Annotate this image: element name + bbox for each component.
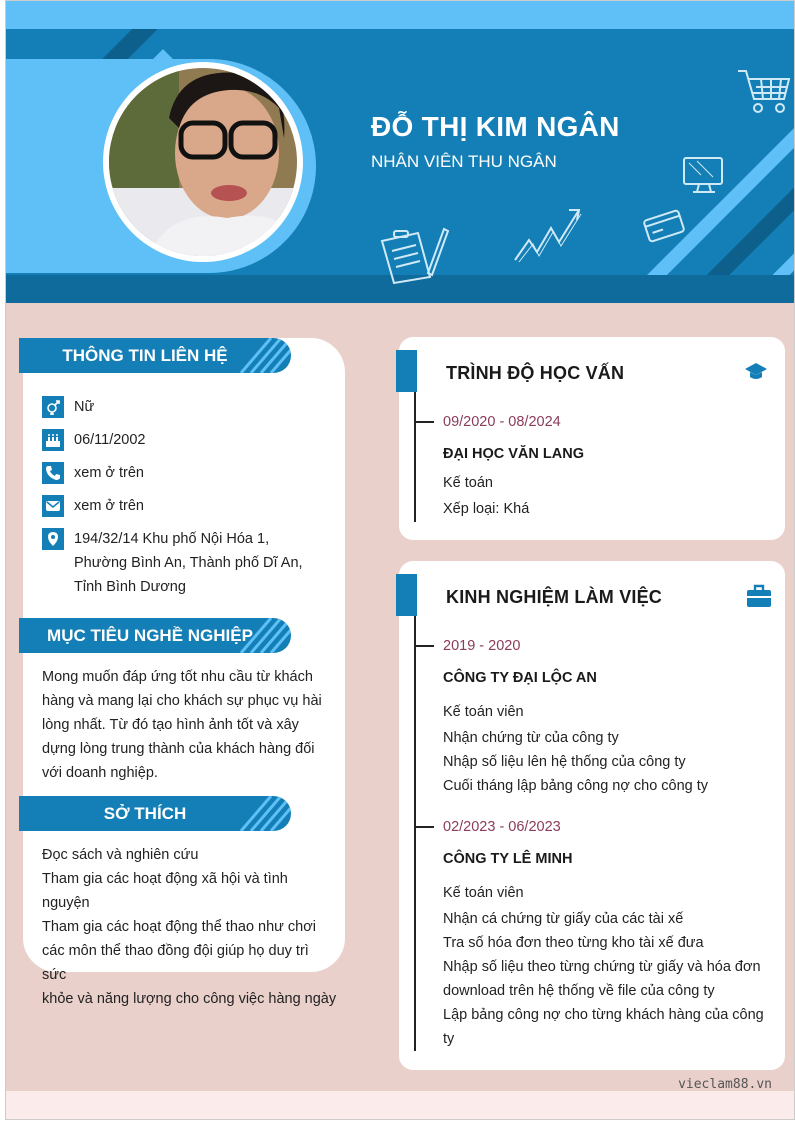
timeline-tick (414, 645, 434, 647)
objective-heading-banner (19, 618, 291, 653)
education-detail-line: Kế toán (443, 475, 493, 491)
hobby-item: Tham gia các hoạt động xã hội và tình nguyện (42, 871, 288, 911)
decor-stripe (605, 105, 795, 303)
contact-item-gender (42, 396, 94, 419)
watermark: vieclam88.vn (678, 1077, 772, 1092)
contact-birthday-text: 06/11/2002 (74, 432, 146, 448)
candidate-title: NHÂN VIÊN THU NGÂN (371, 152, 557, 171)
job-duty-line: Nhập số liệu lên hệ thống của công ty (443, 754, 686, 770)
education-tab (396, 350, 417, 392)
job-duty-line: download trên hệ thống về file của công ty (443, 983, 715, 999)
education-timeline (414, 392, 416, 522)
job-company: CÔNG TY ĐẠI LỘC AN (443, 670, 597, 686)
top-strip (6, 1, 795, 29)
graduation-cap-icon (744, 361, 768, 381)
education-details (443, 470, 778, 522)
job-duty-line: Nhận chứng từ của công ty (443, 730, 619, 746)
contact-heading-banner (19, 338, 291, 373)
experience-heading: KINH NGHIỆM LÀM VIỆC (446, 587, 663, 607)
candidate-name: ĐỖ THỊ KIM NGÂN (371, 111, 620, 142)
contact-phone-text: xem ở trên (74, 465, 144, 481)
clipboard-pen-icon (376, 223, 450, 285)
shopping-cart-icon (736, 67, 792, 115)
contact-item-birthday (42, 429, 146, 452)
contact-item-address (42, 528, 322, 599)
objective-text: Mong muốn đáp ứng tốt nhu cầu từ khách hàng và mang lại cho khách sự phục vụ hài lòng nhất. Từ đó tạo hình ảnh tốt và xây dựng lòng trung thành của khách hàng đối với doanh nghiệp. (42, 669, 322, 781)
experience-timeline (414, 616, 416, 1051)
contact-address-text: 194/32/14 Khu phố Nội Hóa 1, Phường Bình An, Thành phố Dĩ An, Tỉnh Bình Dương (74, 531, 303, 595)
contact-gender-text: Nữ (74, 399, 95, 415)
contact-item-phone (42, 462, 144, 485)
job-duties (443, 881, 778, 1051)
job-company: CÔNG TY LÊ MINH (443, 851, 573, 867)
contact-email-text: xem ở trên (74, 498, 144, 514)
bottom-strip (6, 1091, 795, 1120)
job-duty-line: Lập bảng công nợ cho từng khách hàng của công ty (443, 1007, 764, 1047)
hobby-item: Tham gia các hoạt động thể thao như chơi (42, 919, 316, 935)
hobbies-heading: SỞ THÍCH (103, 803, 187, 823)
email-icon (42, 495, 64, 517)
phone-icon (42, 462, 64, 484)
hobbies-list (42, 843, 337, 1011)
education-heading: TRÌNH ĐỘ HỌC VẤN (446, 363, 625, 383)
education-date: 09/2020 - 08/2024 (443, 414, 561, 430)
job-duty-line: Kế toán viên (443, 885, 524, 901)
monitor-icon (681, 155, 727, 195)
job-date: 02/2023 - 06/2023 (443, 819, 561, 835)
education-detail-line: Xếp loại: Khá (443, 501, 530, 517)
education-school: ĐẠI HỌC VĂN LANG (443, 446, 584, 462)
timeline-tick (414, 421, 434, 423)
job-duty-line: Tra số hóa đơn theo từng kho tài xế đưa (443, 935, 704, 951)
job-date: 2019 - 2020 (443, 638, 521, 654)
profile-photo (109, 68, 297, 256)
job-duty-line: Kế toán viên (443, 704, 524, 720)
job-duty-line: Cuối tháng lập bảng công nợ cho công ty (443, 778, 709, 794)
hobbies-heading-banner (19, 796, 291, 831)
contact-item-email (42, 495, 144, 518)
briefcase-icon (746, 584, 772, 608)
cv-page (5, 0, 795, 1120)
credit-card-icon (642, 207, 686, 245)
location-pin-icon (42, 528, 64, 550)
hobby-item: khỏe và năng lượng cho công việc hàng ngày (42, 991, 337, 1007)
banner-hatch-decoration (231, 338, 291, 373)
timeline-tick (414, 826, 434, 828)
job-duty-line: Nhập số liệu theo từng chứng từ giấy và hóa đơn (443, 959, 761, 975)
experience-tab (396, 574, 417, 616)
contact-heading: THÔNG TIN LIÊN HỆ (62, 345, 228, 365)
hobby-item: các môn thể thao đồng đội giúp họ duy trì sức (42, 943, 309, 983)
objective-heading: MỤC TIÊU NGHỀ NGHIỆP (47, 625, 253, 645)
job-duties (443, 700, 778, 798)
banner-hatch-decoration (231, 796, 291, 831)
job-duty-line: Nhận cá chứng từ giấy của các tài xế (443, 911, 684, 927)
hobby-item: Đọc sách và nghiên cứu (42, 847, 199, 863)
gender-icon (42, 396, 64, 418)
birthday-cake-icon (42, 429, 64, 451)
growth-chart-icon (511, 204, 585, 266)
